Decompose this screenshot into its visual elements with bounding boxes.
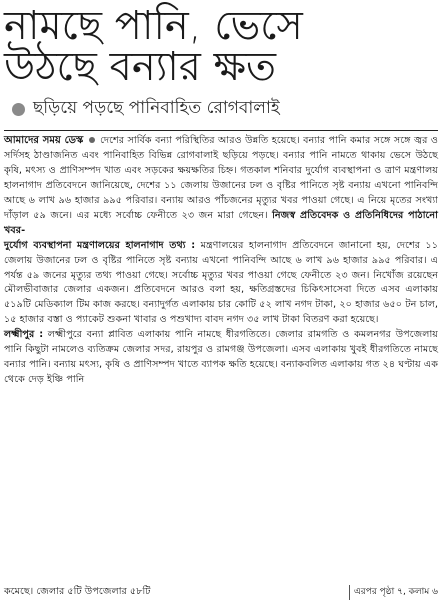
- subheadline: [4, 96, 438, 122]
- paragraph-2-text: মন্ত্রণালয়ের হালনাগাদ প্রতিবেদনে জানানো হয়, দেশের ১১ জেলায় উজানের ঢল ও বৃষ্টির পানিতে সৃষ্ট বন্যায় এখনো পানিবন্দি আছে ৬ লাখ ৯৬ হাজার ৯৯৫ পরিবার। এ পর্যন্ত ৫৯ জনের মৃত্যুর তথ্য পাওয়া গেছে। সর্বোচ্চ মৃত্যুর খবর পাওয়া গেছে ফেনীতে ২৩ জন। নিখোঁজ রয়েছেন মৌলভীবাজার জেলার একজন। প্রতিবেদনে আরও বলা হয়, ক্ষতিগ্রস্তদের চিকিৎসাসেবা দিতে এসব এলাকায় ৫১৯টি মেডিক্যাল টিম কাজ করছে। বন্যাদুর্গত এলাকায় চার কোটি ৫২ লাখ নগদ টাকা, ২০ হাজার ৬৫০ টন চাল, ১৫ হাজার বস্তা ও প্যাকেট শুকনা খাবার ও পশুখাদ্য বাবদ নগদ ৩৫ লাখ টাকা বিতরণ করা হয়েছে।: [4, 239, 438, 326]
- paragraph-3-text: লক্ষ্মীপুরে বন্যা প্লাবিত এলাকায় পানি নামছে ধীরগতিতে। জেলার রামগতি ও কমলনগর উপজেলায় পানি কিছুটা নামলেও ব্যতিক্রম জেলার সদর, রায়পুর ও রামগঞ্জ উপজেলা। এসব এলাকায় খুবই ধীরগতিতে নামছে বন্যার পানি। বন্যায় মৎস্য, কৃষি ও প্রাণিসম্পদ খাতে ব্যাপক ক্ষতি হয়েছে। বন্যাকবলিত এলাকায় গত ২৪ ঘণ্টায় এক থেকে দেড় ইঞ্চি পানি: [4, 329, 438, 385]
- continued-on-link[interactable]: এরপর পৃষ্ঠা ৭, কলাম ৬: [349, 585, 438, 600]
- paragraph-1-text: দেশের সার্বিক বন্যা পরিস্থিতির আরও উন্নতি হয়েছে। বন্যার পানি কমার সঙ্গে সঙ্গে জ্বর ও সর্দিসহ ঠাণ্ডাজনিত এবং পানিবাহিত বিভিন্ন রোগবালাই ছড়িয়ে পড়ছে। বন্যার পানি নামতে থাকায় ভেসে উঠছে কৃষি, মৎস্য ও প্রাণিসম্পদ খাত এবং সড়কের ক্ষয়ক্ষতির চিহ্ন। গতকাল শনিবার দুর্যোগ ব্যবস্থাপনা ও ত্রাণ মন্ত্রণালয় হালনাগাদ প্রতিবেদনে জানিয়েছে, দেশের ১১ জেলায় উজানের ঢল ও বৃষ্টির পানিতে সৃষ্ট বন্যায় এখনো পানিবন্দি আছে ৬ লাখ ৯৬ হাজার ৯৯৫ পরিবার। বন্যায় আরও পাঁচজনের মৃত্যুর খবর পাওয়া গেছে। এ নিয়ে মৃতের সংখ্যা দাঁড়াল ৫৯ জনে। এর মধ্যে সর্বোচ্চ ফেনীতে ২৩ জন মারা গেছেন।: [4, 135, 438, 221]
- headline-line-1: নামছে পানি, ভেসে: [4, 3, 303, 49]
- subheadline-text: ছড়িয়ে পড়ছে পানিবাহিত রোগবালাই: [33, 98, 280, 119]
- divider: [4, 130, 438, 131]
- paragraph-2: [4, 239, 438, 328]
- byline: আমাদের সময় ডেস্ক: [4, 135, 84, 147]
- article-body: [4, 134, 438, 387]
- byline-dot-icon: [89, 137, 95, 143]
- paragraph-2-lead: দুর্যোগ ব্যবস্থাপনা মন্ত্রণালয়ের হালনাগাদ তথ্য :: [4, 239, 196, 251]
- paragraph-1: [4, 134, 438, 238]
- headline: [4, 0, 438, 91]
- paragraph-1-tail: নিজস্ব প্রতিবেদক ও প্রতিনিধিদের পাঠানো খবর-: [4, 209, 438, 236]
- paragraph-3: [4, 328, 438, 388]
- article-footer: [4, 585, 438, 600]
- headline-line-2: উঠছে বন্যার ক্ষত: [4, 44, 277, 91]
- paragraph-3-end: কমেছে। জেলার ৫টি উপজেলার ৫৮টি: [4, 586, 151, 598]
- bullet-icon: [12, 103, 25, 116]
- paragraph-3-lead: লক্ষ্মীপুর :: [4, 329, 44, 341]
